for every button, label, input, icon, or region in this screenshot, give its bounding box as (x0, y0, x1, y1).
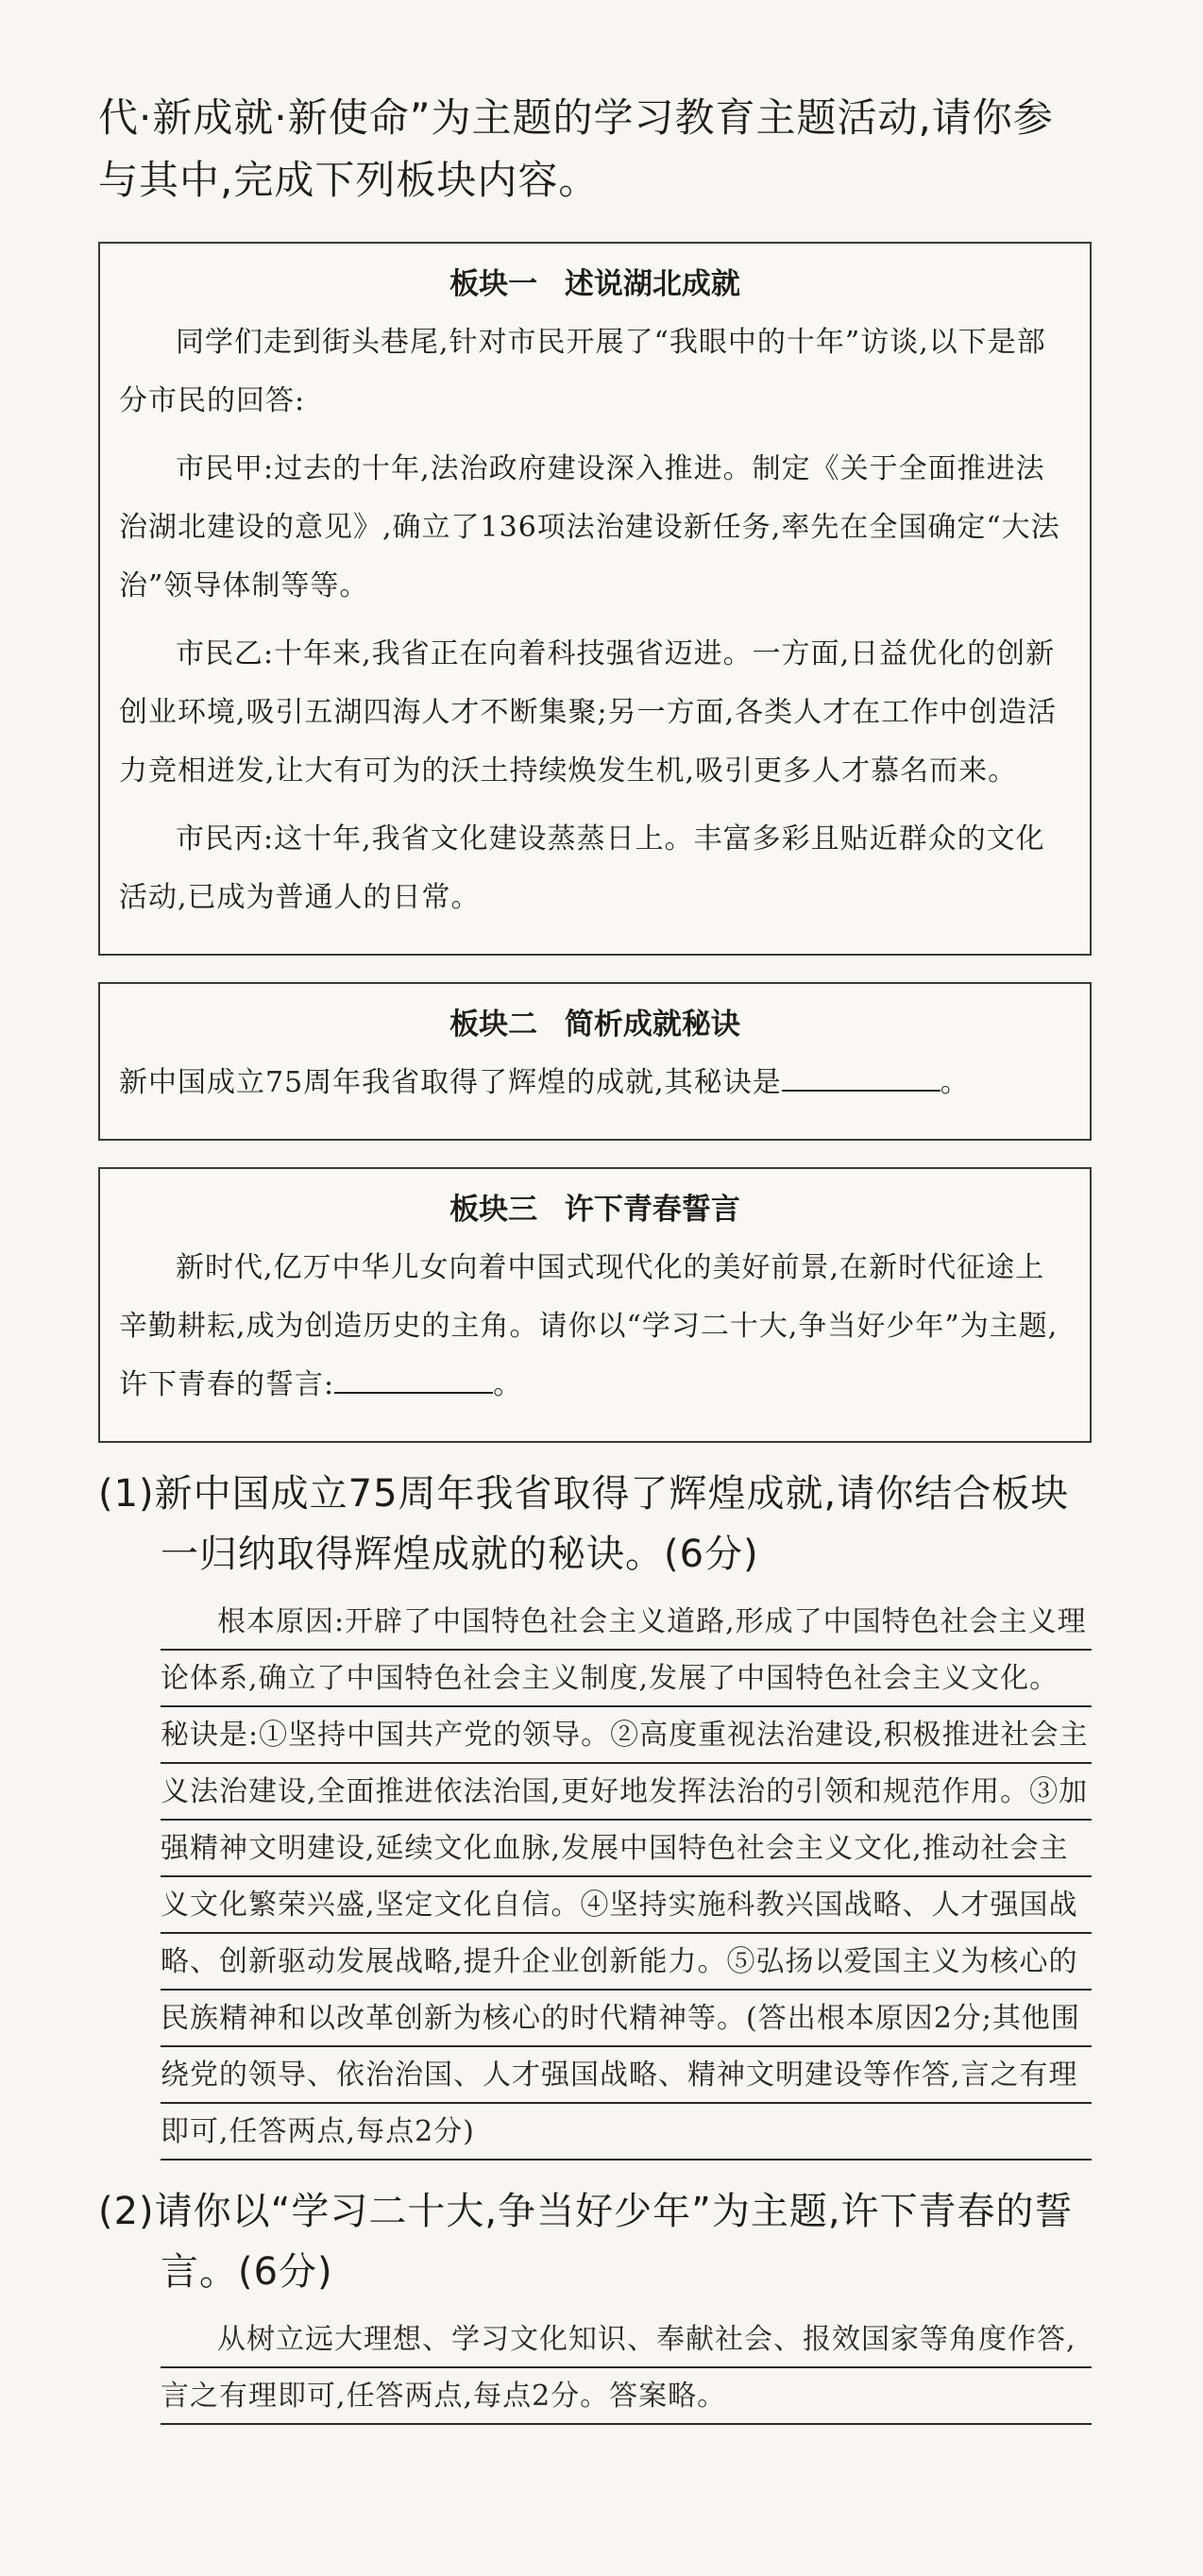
answer-blank (334, 1364, 493, 1394)
question-2: (2)请你以“学习二十大,争当好少年”为主题,许下青春的誓言。(6分) (98, 2190, 1074, 2294)
block-2-title: 板块二 简析成就秘诀 (449, 1008, 740, 1042)
block-1-paragraph: 市民丙:这十年,我省文化建设蒸蒸日上。丰富多彩且贴近群众的文化活动,已成为普通人的日常。 (119, 822, 1045, 914)
block-1-paragraph: 市民甲:过去的十年,法治政府建设深入推进。制定《关于全面推进法治湖北建设的意见》,确立了136项法治建设新任务,率先在全国确定“大法治”领导体制等等。 (119, 452, 1060, 602)
page (98, 87, 1092, 2425)
block-3-paragraph (119, 1239, 1071, 1415)
block-1-paragraph: 同学们走到街头巷尾,针对市民开展了“我眼中的十年”访谈,以下是部分市民的回答: (119, 326, 1046, 417)
block-2 (98, 982, 1092, 1141)
block-1-paragraph: 市民乙:十年来,我省正在向着科技强省迈进。一方面,日益优化的创新创业环境,吸引五湖四海人才不断集聚;另一方面,各类人才在工作中创造活力竞相迸发,让大有可为的沃土持续焕发生机,吸引更多人才慕名而来。 (119, 637, 1058, 788)
block-1-title: 板块一 述说湖北成就 (449, 267, 740, 301)
intro-text: 代·新成就·新使命”为主题的学习教育主题活动,请你参与其中,完成下列板块内容。 (98, 94, 1054, 203)
block-2-text: 新中国成立75周年我省取得了辉煌的成就,其秘诀是 (119, 1066, 782, 1099)
answer-2: 从树立远大理想、学习文化知识、奉献社会、报效国家等角度作答,言之有理即可,任答两点,每点2分。答案略。 (161, 2312, 1092, 2425)
answer-1: 根本原因:开辟了中国特色社会主义道路,形成了中国特色社会主义理论体系,确立了中国特色社会主义制度,发展了中国特色社会主义文化。 秘诀是:①坚持中国共产党的领导。②高度重视法治建设,积极推进社会主义法治建设,全面推进依法治国,更好地发挥法治的引领和规范作用。③加强精神文明建设,延续文化血脉,发展中国特色社会主义文化,推动社会主义文化繁荣兴盛,坚定文化自信。④坚持实施科教兴国战略、人才强国战略、创新驱动发展战略,提升企业创新能力。⑤弘扬以爱国主义为核心的民族精神和以改革创新为核心的时代精神等。(答出根本原因2分;其他围绕党的领导、依治治国、人才强国战略、精神文明建设等作答,言之有理即可,任答两点,每点2分) (161, 1594, 1092, 2161)
block-2-paragraph (119, 1054, 1071, 1112)
block-3-title: 板块三 许下青春誓言 (449, 1193, 740, 1227)
block-3 (98, 1167, 1092, 1443)
block-2-end: 。 (940, 1066, 970, 1099)
block-3-end: 。 (493, 1368, 523, 1401)
answer-blank (782, 1061, 940, 1092)
block-3-text: 新时代,亿万中华儿女向着中国式现代化的美好前景,在新时代征途上辛勤耕耘,成为创造历史的主角。请你以“学习二十大,争当好少年”为主题,许下青春的誓言: (119, 1251, 1059, 1401)
block-1 (98, 242, 1092, 956)
question-1: (1)新中国成立75周年我省取得了辉煌成就,请你结合板块一归纳取得辉煌成就的秘诀。(6分) (98, 1472, 1070, 1576)
